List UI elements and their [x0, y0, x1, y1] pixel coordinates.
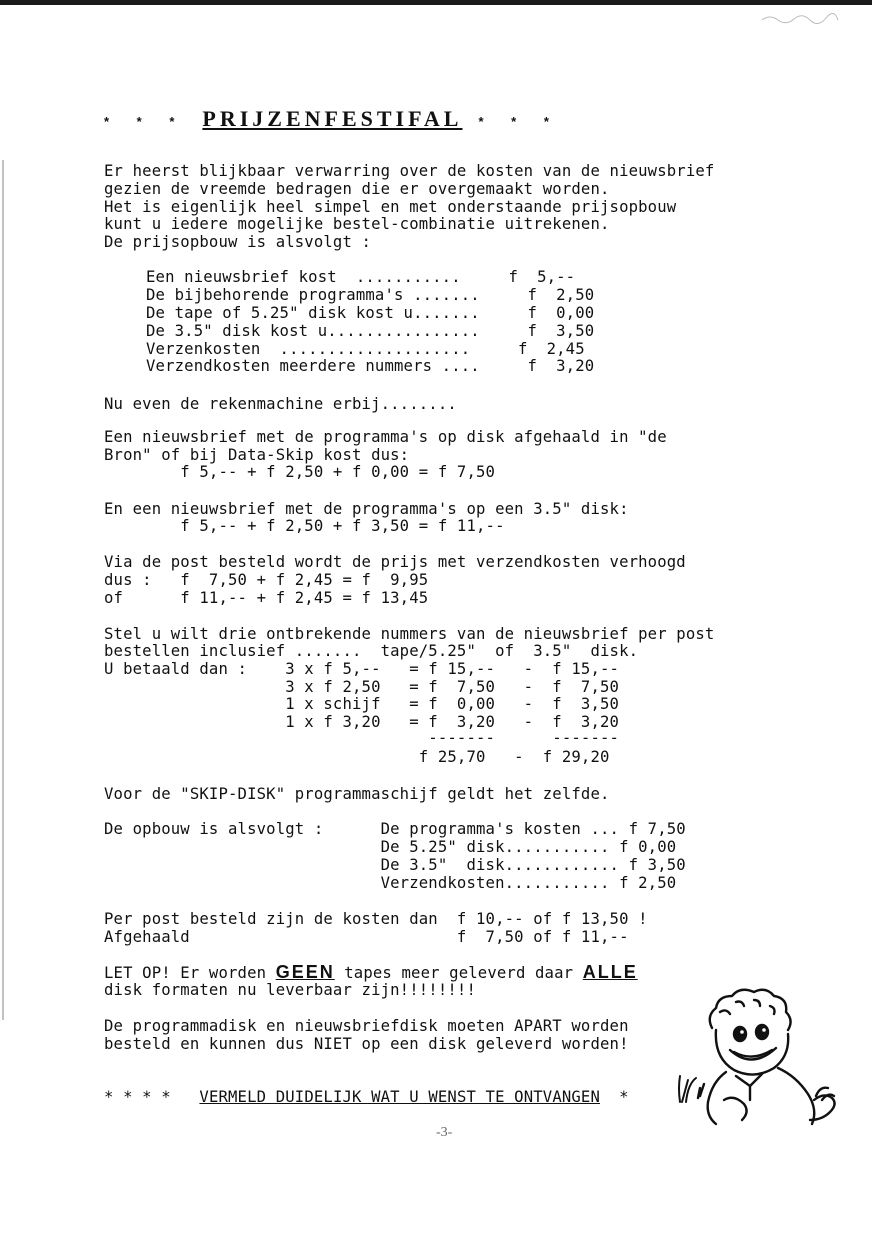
- letop-middle: tapes meer geleverd daar: [334, 964, 583, 982]
- scan-scribble-mark: [760, 12, 840, 24]
- totals-line: Afgehaald f 7,50 of f 11,--: [104, 928, 629, 946]
- price-list-row: De bijbehorende programma's ....... f 2,50: [146, 286, 595, 304]
- letop-line-2: disk formaten nu leverbaar zijn!!!!!!!!: [104, 981, 476, 999]
- alle-emphasis: ALLE: [582, 962, 638, 982]
- three-issues-separator: ------- -------: [104, 729, 620, 747]
- title-stars-left: * * *: [104, 114, 187, 129]
- title-text: PRIJZENFESTIFAL: [202, 106, 463, 131]
- disk35-line: En een nieuwsbrief met de programma's op een 3.5" disk:: [104, 500, 629, 518]
- geen-emphasis: GEEN: [275, 962, 335, 982]
- three-issues-row: 3 x f 2,50 = f 7,50 - f 7,50: [104, 678, 620, 696]
- skipdisk-row: De opbouw is alsvolgt : De programma's kosten ... f 7,50: [104, 820, 686, 838]
- three-issues-row: 1 x f 3,20 = f 3,20 - f 3,20: [104, 713, 620, 731]
- cartoon-character-illustration: [696, 988, 844, 1128]
- price-list-row: Een nieuwsbrief kost ........... f 5,--: [146, 268, 576, 286]
- post-line: of f 11,-- + f 2,45 = f 13,45: [104, 589, 429, 607]
- skipdisk-row: De 5.25" disk........... f 0,00: [104, 838, 677, 856]
- price-list-row: Verzendkosten meerdere nummers .... f 3,20: [146, 357, 595, 375]
- emphasis-marks: [668, 1068, 708, 1108]
- letop-prefix: LET OP! Er worden: [104, 964, 276, 982]
- footer-star-right: *: [619, 1088, 629, 1106]
- three-issues-total: f 25,70 - f 29,20: [104, 748, 610, 766]
- title-stars-right: * * *: [478, 114, 561, 129]
- totals-line: Per post besteld zijn de kosten dan f 10,-- of f 13,50 !: [104, 910, 648, 928]
- post-line: dus : f 7,50 + f 2,45 = f 9,95: [104, 571, 429, 589]
- disk35-formula: f 5,-- + f 2,50 + f 3,50 = f 11,--: [104, 517, 505, 535]
- letop-line: [104, 963, 638, 982]
- skipdisk-line: Voor de "SKIP-DISK" programmaschijf geldt het zelfde.: [104, 785, 610, 803]
- scan-edge-shadow: [2, 160, 4, 1020]
- intro-line: De prijsopbouw is alsvolgt :: [104, 233, 372, 251]
- price-list-row: Verzenkosten .................... f 2,45: [146, 340, 585, 358]
- intro-line: Er heerst blijkbaar verwarring over de kosten van de nieuwsbrief: [104, 162, 715, 180]
- page-top-border: [0, 0, 872, 5]
- apart-line: De programmadisk en nieuwsbriefdisk moeten APART worden: [104, 1017, 629, 1035]
- footer-message: VERMELD DUIDELIJK WAT U WENST TE ONTVANGEN: [199, 1088, 601, 1106]
- intro-line: kunt u iedere mogelijke bestel-combinatie uitrekenen.: [104, 215, 610, 233]
- pickup-formula: f 5,-- + f 2,50 + f 0,00 = f 7,50: [104, 463, 496, 481]
- pickup-line: Een nieuwsbrief met de programma's op disk afgehaald in "de: [104, 428, 667, 446]
- intro-line: gezien de vreemde bedragen die er overgemaakt worden.: [104, 180, 610, 198]
- footer-line: [104, 1088, 629, 1106]
- apart-line: besteld en kunnen dus NIET op een disk geleverd worden!: [104, 1035, 629, 1053]
- footer-stars-left: * * * *: [104, 1088, 171, 1106]
- three-issues-row: U betaald dan : 3 x f 5,-- = f 15,-- - f 15,--: [104, 660, 620, 678]
- price-list-row: De 3.5" disk kost u................ f 3,50: [146, 322, 595, 340]
- page-number: -3-: [436, 1125, 453, 1140]
- three-issues-line: bestellen inclusief ....... tape/5.25" of 3.5" disk.: [104, 642, 639, 660]
- post-line: Via de post besteld wordt de prijs met verzendkosten verhoogd: [104, 553, 686, 571]
- skipdisk-row: De 3.5" disk............ f 3,50: [104, 856, 686, 874]
- three-issues-row: 1 x schijf = f 0,00 - f 3,50: [104, 695, 620, 713]
- intro-line: Het is eigenlijk heel simpel en met onderstaande prijsopbouw: [104, 198, 677, 216]
- pickup-line: Bron" of bij Data-Skip kost dus:: [104, 446, 410, 464]
- skipdisk-row: Verzendkosten........... f 2,50: [104, 874, 677, 892]
- page-title: [104, 106, 561, 132]
- three-issues-line: Stel u wilt drie ontbrekende nummers van de nieuwsbrief per post: [104, 625, 715, 643]
- price-list-row: De tape of 5.25" disk kost u....... f 0,00: [146, 304, 595, 322]
- calculator-line: Nu even de rekenmachine erbij........: [104, 395, 457, 413]
